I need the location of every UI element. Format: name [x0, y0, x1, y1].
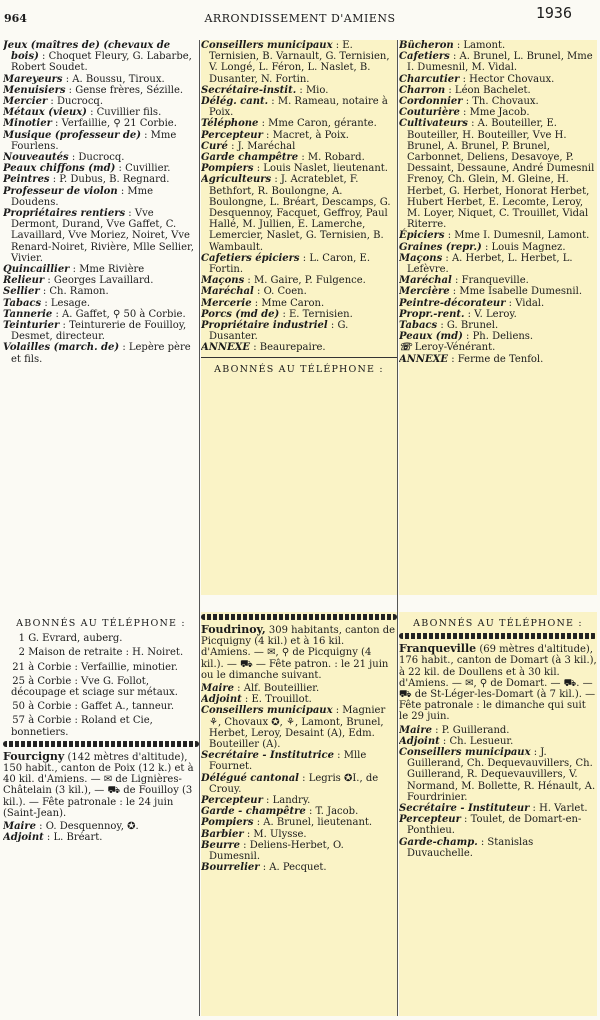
entry-label: Maire [399, 724, 432, 736]
entry-label: Curé [201, 140, 228, 152]
commune-name: Fourcigny [3, 749, 65, 763]
entry-label: Mareyeurs [3, 73, 63, 85]
entry-text: : J. Guillerand, Ch. Dequevauvillers, Ch. Guillerand, R. Dequevauvillers, V. Normand, M. Bollette, R. Hénault, A. Fourdrinier. [407, 747, 596, 803]
entry-label: Maréchal [201, 286, 254, 298]
directory-entry [399, 342, 597, 353]
directory-entry [3, 107, 199, 118]
directory-entry [3, 298, 199, 309]
directory-entry [201, 118, 397, 129]
entry-text: : Louis Magnez. [484, 241, 566, 253]
entry-text: : P. Guillerand. [435, 724, 510, 736]
telephone-entry [3, 676, 199, 698]
commune-intro: 309 habitants, canton de Picquigny (4 kil.) et à 16 kil. d'Amiens. — ✉, ⚲ de Picquigny (4 kil.). — ⛟ — Fête patron. : le 21 juin ou le dimanche suivant. [201, 625, 396, 681]
entry-text: : Ducrocq. [50, 96, 103, 108]
telephone-heading: ABONNÉS AU TÉLÉPHONE : [413, 618, 583, 629]
telephone-subscriber: G. Evrard, auberg. [28, 633, 123, 645]
entry-text: : O. Coen. [257, 286, 307, 298]
directory-entry [3, 320, 199, 342]
directory-entry [399, 298, 597, 309]
entry-text: : Ch. Ramon. [42, 286, 109, 298]
entry-label: Conseillers municipaux [201, 40, 333, 51]
commune-heading [399, 643, 597, 722]
entry-label: Peintre-décorateur [399, 297, 506, 309]
directory-entry [399, 107, 597, 118]
directory-entry [3, 208, 199, 264]
directory-entry [3, 40, 199, 74]
directory-entry [201, 773, 397, 795]
telephone-subscriber: à Corbie : Roland et Cie, bonnetiers. [11, 715, 153, 738]
directory-entry [201, 163, 397, 174]
entry-label: Relieur [3, 275, 45, 287]
entry-text: : T. Jacob. [308, 806, 359, 818]
telephone-entry [3, 715, 199, 737]
entry-label: Percepteur [201, 129, 263, 141]
entry-text: : Magnier ⚘, Chovaux ✪, ⚘, Lamont, Brunel, Herbet, Leroy, Desaint (A), Edm. Bouteiller (A). [209, 705, 386, 751]
directory-entry [201, 862, 397, 873]
entry-text: : Franqueville. [455, 275, 529, 287]
directory-entry [399, 40, 597, 51]
directory-entry [399, 85, 597, 96]
entry-label: Cafetiers [399, 51, 450, 63]
directory-entry [399, 837, 597, 859]
directory-entry [201, 817, 397, 828]
entry-label: Conseillers municipaux [201, 705, 333, 717]
entry-text: : E. Ternisien, B. Varnault, G. Ternisien, V. Longé, L. Féron, L. Naslet, B. Dusanter, N. Fortin. [209, 40, 390, 85]
directory-entry [399, 320, 597, 331]
entry-label: Propriétaires rentiers [3, 208, 126, 220]
entry-label: Sellier [3, 286, 40, 298]
commune-name: Foudrinoy, [201, 623, 266, 636]
entry-text: : J. Maréchal [231, 140, 296, 152]
entry-label: Téléphone [201, 118, 259, 130]
entry-text: : Stanislas Duvauchelle. [407, 836, 534, 859]
directory-entry [399, 230, 597, 241]
entry-text: : O. Desquennoy, ✪. [39, 821, 139, 833]
telephone-number: 1 [18, 633, 25, 645]
entry-text: : Léon Bachelet. [448, 84, 531, 96]
entry-label: Garde - champêtre [201, 806, 306, 818]
entry-label: ANNEXE [201, 342, 251, 354]
entry-text: : G. Dusanter. [209, 320, 349, 343]
entry-text: : P. Dubus, B. Regnard. [52, 174, 170, 186]
entry-label: Charcutier [399, 73, 460, 85]
directory-entry [3, 342, 199, 364]
entry-text: : E. Trouillot. [244, 694, 312, 706]
entry-text: : Beaurepaire. [253, 342, 326, 354]
entry-text: : Landry. [266, 795, 311, 807]
entry-label: Barbier [201, 828, 244, 840]
directory-entry [201, 795, 397, 806]
directory-entry [201, 750, 397, 772]
entry-label: Cafetiers épiciers [201, 252, 300, 264]
directory-entry [201, 705, 397, 750]
column-1-top [3, 40, 199, 608]
entry-text: : A. Brunel, L. Brunel, Mme I. Dumesnil, M. Vidal. [407, 51, 593, 74]
entry-text: : Mme Rivière [72, 264, 145, 276]
telephone-number: 2 [18, 647, 25, 659]
directory-entry [399, 253, 597, 275]
entry-text: : A. Gaffet, ⚲ 50 à Corbie. [55, 308, 186, 320]
telephone-entry [3, 662, 199, 673]
entry-label: ☏ [399, 342, 412, 354]
column-3-top [399, 40, 597, 595]
telephone-subscriber: à Corbie : Gaffet A., tanneur. [28, 701, 175, 713]
entry-label: Épiciers [399, 230, 445, 242]
entry-label: Peintres [3, 174, 50, 186]
directory-entry [201, 85, 397, 96]
telephone-subscriber: à Corbie : Vve G. Follot, découpage et sciage sur métaux. [11, 675, 178, 699]
entry-text: : E. Ternisien. [282, 308, 353, 320]
entry-text: : Vidal. [508, 297, 545, 309]
entry-text: : A. Pecquet. [262, 862, 327, 874]
entry-label: Propriétaire industriel [201, 320, 328, 332]
directory-entry [3, 163, 199, 174]
directory-entry [3, 275, 199, 286]
entry-label: Maçons [399, 252, 443, 264]
entry-label: Adjoint [3, 832, 44, 844]
entry-text: : Deliens-Herbet, O. Dumesnil. [209, 839, 344, 863]
entry-label: Professeur de violon [3, 185, 118, 197]
commune-intro: (142 mètres d'altitude), 150 habit., canton de Poix (12 k.) et à 40 kil. d'Amiens. — ✉ de Lignières-Châtelain (3 kil.), — ⛟ de Fouilloy (3 kil.). — Fête patronale : le 24 juin (Saint-Jean). [3, 751, 194, 819]
entry-label: Maréchal [399, 275, 452, 287]
entry-label: Menuisiers [3, 84, 66, 96]
entry-label: Adjoint [399, 735, 440, 747]
entry-text: : M. Gaire, P. Fulgence. [247, 275, 366, 287]
entry-text: : M. Ulysse. [246, 828, 307, 840]
entry-label: Tabacs [3, 297, 42, 309]
section-rule [201, 357, 397, 358]
entry-text: : Toulet, de Domart-en-Ponthieu. [407, 814, 582, 837]
entry-text: : Ph. Deliens. [466, 331, 534, 343]
directory-entry [201, 298, 397, 309]
directory-entry [201, 309, 397, 320]
entry-label: Couturière [399, 107, 460, 119]
telephone-entry [3, 633, 199, 644]
entry-text: : G. Brunel. [440, 320, 499, 332]
entry-label: Garde champêtre [201, 152, 299, 164]
directory-entry [201, 40, 397, 85]
column-2-entries [201, 40, 397, 354]
directory-entry [3, 186, 199, 208]
entry-label: Pompiers [201, 163, 254, 175]
entry-label: Métaux (vieux) [3, 107, 87, 119]
commune-heading [3, 751, 199, 819]
entry-text: : A. Boussu, Tiroux. [65, 73, 165, 85]
directory-entry [399, 803, 597, 814]
entry-label: Jeux (maîtres de) (chevaux de bois) [3, 40, 171, 63]
entry-text: : Cuvillier fils. [90, 107, 162, 119]
entry-label: Quincaillier [3, 264, 70, 276]
directory-entry [201, 96, 397, 118]
entry-text: : Hector Chovaux. [462, 73, 555, 85]
telephone-heading: ABONNÉS AU TÉLÉPHONE : [16, 618, 186, 629]
entry-label: Graines (repr.) [399, 241, 482, 253]
entry-label: Nouveautés [3, 152, 69, 164]
commune-name: Franqueville [399, 642, 477, 656]
column-3-bottom [399, 612, 597, 1016]
entry-label: Percepteur [201, 795, 263, 807]
telephone-subscriber: à Corbie : Verfaillie, minotier. [28, 661, 178, 673]
directory-entry [3, 832, 199, 843]
directory-entry [399, 747, 597, 803]
entry-text: : Ducrocq. [71, 152, 125, 164]
entry-label: Percepteur [399, 814, 461, 826]
directory-entry [399, 331, 597, 342]
entry-text: : Mme I. Dumesnil, Lamont. [447, 230, 590, 242]
commune-intro: (69 mètres d'altitude), 176 habit., canton de Domart (à 3 kil.), à 22 kil. de Doullens et à 30 kil. d'Amiens. — ✉, ⚲ de Domart. — ⛟. — ⛟ de St-Léger-les-Domart (à 7 kil.). — Fête patronale : le dimanche qui suit le 29 juin. [399, 644, 597, 723]
directory-entry [399, 725, 597, 736]
entry-label: Tabacs [399, 320, 438, 332]
entry-label: Agriculteurs [201, 174, 272, 186]
entry-label: Musique (professeur de) [3, 129, 141, 141]
entry-label: Conseillers municipaux [399, 747, 531, 759]
directory-entry [3, 118, 199, 129]
directory-entry [201, 694, 397, 705]
telephone-entry [3, 647, 199, 658]
directory-entry [3, 821, 199, 832]
entry-label: Garde-champ. [399, 836, 478, 848]
entry-text: : Legris ✪I., de Crouy. [209, 772, 379, 795]
entry-label: Beurre [201, 839, 240, 851]
column-divider [397, 40, 398, 1016]
entry-text: : Alf. Bouteillier. [237, 683, 320, 695]
directory-entry [399, 275, 597, 286]
telephone-subscriber: Maison de retraite : H. Noiret. [28, 647, 184, 659]
column-2-bottom [201, 612, 397, 1016]
commune-heading [201, 624, 397, 681]
entry-label: Maire [3, 821, 36, 833]
entry-label: Cordonnier [399, 96, 463, 108]
entry-label: Délégué cantonal [201, 772, 299, 784]
page-title: ARRONDISSEMENT D'AMIENS [204, 12, 396, 25]
entry-text: : A. Herbet, L. Herbet, L. Lefèvre. [407, 252, 573, 276]
entry-label: Maire [201, 683, 234, 695]
entry-label: Délég. cant. [201, 96, 269, 108]
entry-text: : Lesage. [44, 297, 91, 309]
directory-entry [3, 286, 199, 297]
handwritten-year-note: 1936 [535, 4, 572, 22]
directory-entry [399, 354, 597, 365]
directory-entry [399, 51, 597, 73]
telephone-list [3, 633, 199, 738]
commune-fourcigny [3, 751, 199, 844]
directory-entry [3, 264, 199, 275]
directory-entry [201, 320, 397, 342]
entry-label: Secrétaire-instit. [201, 84, 297, 96]
entry-text: : Teinturerie de Fouilloy, Desmet, directeur. [11, 320, 187, 343]
column-2-top [201, 40, 397, 595]
telephone-heading: ABONNÉS AU TÉLÉPHONE : [214, 363, 384, 375]
entry-label: Mercier [3, 96, 48, 108]
entry-text: : Ferme de Tenfol. [451, 353, 544, 365]
entry-text: : Mlle Fournet. [209, 750, 367, 773]
entry-label: Secrétaire - Instituteur [399, 803, 530, 815]
entry-text: : J. Acrateblet, F. Bethfort, R. Boulongne, A. Boulongne, L. Bréart, Descamps, G. Desquennoy, Facquet, Geffroy, Paul Hallé, M. Jullien, E. Lamerche, Lemercier, Naslet, G. Ternisien, B. Wambault. [209, 174, 391, 253]
entry-label: Tannerie [3, 308, 53, 320]
entry-label: Volailles (march. de) [3, 342, 120, 354]
telephone-number: 50 [12, 701, 25, 713]
directory-entry [3, 130, 199, 152]
entry-text: : A. Bouteiller, E. Bouteiller, H. Bouteiller, Vve H. Brunel, A. Brunel, P. Brunel, Carbonnet, Deliens, Desavoye, P. Dessaint, Dessaune, André Dumesnil Frenoy, Ch. Glein, M. Gleine, H. Herbet, G. Herbet, Honorat Herbet, Hubert Herbet, E. Lecomte, Leroy, M. Loyer, Niquet, C. Trouillet, Vidal Riterre. [407, 118, 595, 231]
directory-entry [3, 309, 199, 320]
entry-text: Leroy-Vénérant. [414, 342, 496, 354]
entry-label: Adjoint [201, 694, 242, 706]
directory-entry [201, 174, 397, 252]
entry-text: : M. Rameau, notaire à Poix. [209, 96, 388, 119]
telephone-number: 25 [12, 675, 25, 687]
commune-franqueville [399, 643, 597, 859]
entry-label: Bûcheron [399, 40, 454, 51]
entry-label: Mercerie [201, 297, 252, 309]
entry-text: : Louis Naslet, lieutenant. [256, 163, 388, 175]
directory-entry [3, 152, 199, 163]
column-divider [199, 40, 200, 1016]
entry-text: : Vve Dermont, Durand, Vve Gaffet, C. Lavaillard, Vve Moriez, Noiret, Vve Renard-Noiret, Rivière, Mlle Sellier, Vivier. [11, 208, 194, 264]
entry-text: : H. Varlet. [532, 803, 588, 815]
directory-entry [399, 96, 597, 107]
directory-entry [201, 275, 397, 286]
entry-text: : Ch. Lesueur. [442, 735, 514, 747]
entry-label: Pompiers [201, 817, 254, 829]
directory-entry [399, 242, 597, 253]
entry-label: Mercière [399, 286, 450, 298]
directory-entry [201, 130, 397, 141]
entry-text: : Mme Doudens. [11, 185, 153, 208]
directory-entry [399, 736, 597, 747]
entry-text: : Macret, à Poix. [266, 129, 349, 141]
entry-text: : Mme Caron. [254, 297, 325, 309]
commune-entries [399, 725, 597, 859]
entry-text: : Cuvillier. [118, 163, 171, 175]
telephone-number: 57 [12, 715, 25, 727]
entry-label: Minotier [3, 118, 52, 130]
commune-foudrinoy [201, 624, 397, 873]
entry-text: : Mme Fourlens. [11, 129, 177, 152]
directory-entry [3, 74, 199, 85]
entry-text: : L. Caron, E. Fortin. [209, 252, 371, 276]
entry-text: : Georges Lavaillard. [47, 275, 154, 287]
directory-entry [399, 286, 597, 297]
directory-entry [399, 309, 597, 320]
entry-label: Peaux (md) [399, 331, 463, 343]
directory-entry [399, 74, 597, 85]
entry-text: : Mme Jacob. [463, 107, 530, 119]
commune-entries [3, 821, 199, 843]
directory-entry [201, 840, 397, 862]
section-separator [201, 614, 397, 620]
entry-text: : Mme Caron, gérante. [261, 118, 377, 130]
directory-entry [201, 342, 397, 353]
entry-text: : Th. Chovaux. [465, 96, 539, 108]
directory-entry [201, 253, 397, 275]
directory-entry [3, 85, 199, 96]
column-1-bottom [3, 612, 199, 1016]
page-number: 964 [4, 12, 27, 25]
entry-label: Peaux chiffons (md) [3, 163, 116, 175]
page-header [4, 6, 596, 26]
directory-entry [201, 683, 397, 694]
entry-text: : Lamont. [456, 40, 506, 51]
entry-text: : Choquet Fleury, G. Labarbe, Robert Soudet. [11, 51, 192, 74]
entry-label: ANNEXE [399, 353, 449, 365]
entry-text: : V. Leroy. [467, 308, 517, 320]
entry-text: : Gense frères, Sézille. [68, 84, 184, 96]
entry-text: : Mio. [299, 84, 329, 96]
directory-entry [3, 96, 199, 107]
commune-entries [201, 683, 397, 873]
entry-text: : L. Bréart. [46, 832, 103, 844]
entry-text: : A. Brunel, lieutenant. [256, 817, 373, 829]
directory-entry [201, 141, 397, 152]
telephone-number: 21 [12, 661, 25, 673]
directory-entry [399, 118, 597, 230]
entry-label: Propr.-rent. [399, 308, 465, 320]
entry-label: Bourrelier [201, 862, 260, 874]
section-separator [399, 633, 597, 639]
entry-label: Teinturier [3, 320, 60, 332]
entry-label: Maçons [201, 275, 245, 287]
directory-entry [3, 174, 199, 185]
directory-entry [201, 829, 397, 840]
entry-label: Porcs (md de) [201, 308, 280, 320]
entry-text: : M. Robard. [301, 152, 365, 164]
directory-entry [201, 286, 397, 297]
directory-entry [399, 814, 597, 836]
entry-label: Cultivateurs [399, 118, 468, 130]
entry-label: Charron [399, 84, 446, 96]
telephone-entry [3, 701, 199, 712]
entry-text: : Verfaillie, ⚲ 21 Corbie. [55, 118, 177, 130]
entry-label: Secrétaire - Institutrice [201, 750, 334, 762]
directory-entry [201, 806, 397, 817]
entry-text: : Lepère père et fils. [11, 342, 191, 365]
entry-text: : Mme Isabelle Dumesnil. [452, 286, 583, 298]
directory-entry [201, 152, 397, 163]
section-separator [3, 741, 199, 747]
